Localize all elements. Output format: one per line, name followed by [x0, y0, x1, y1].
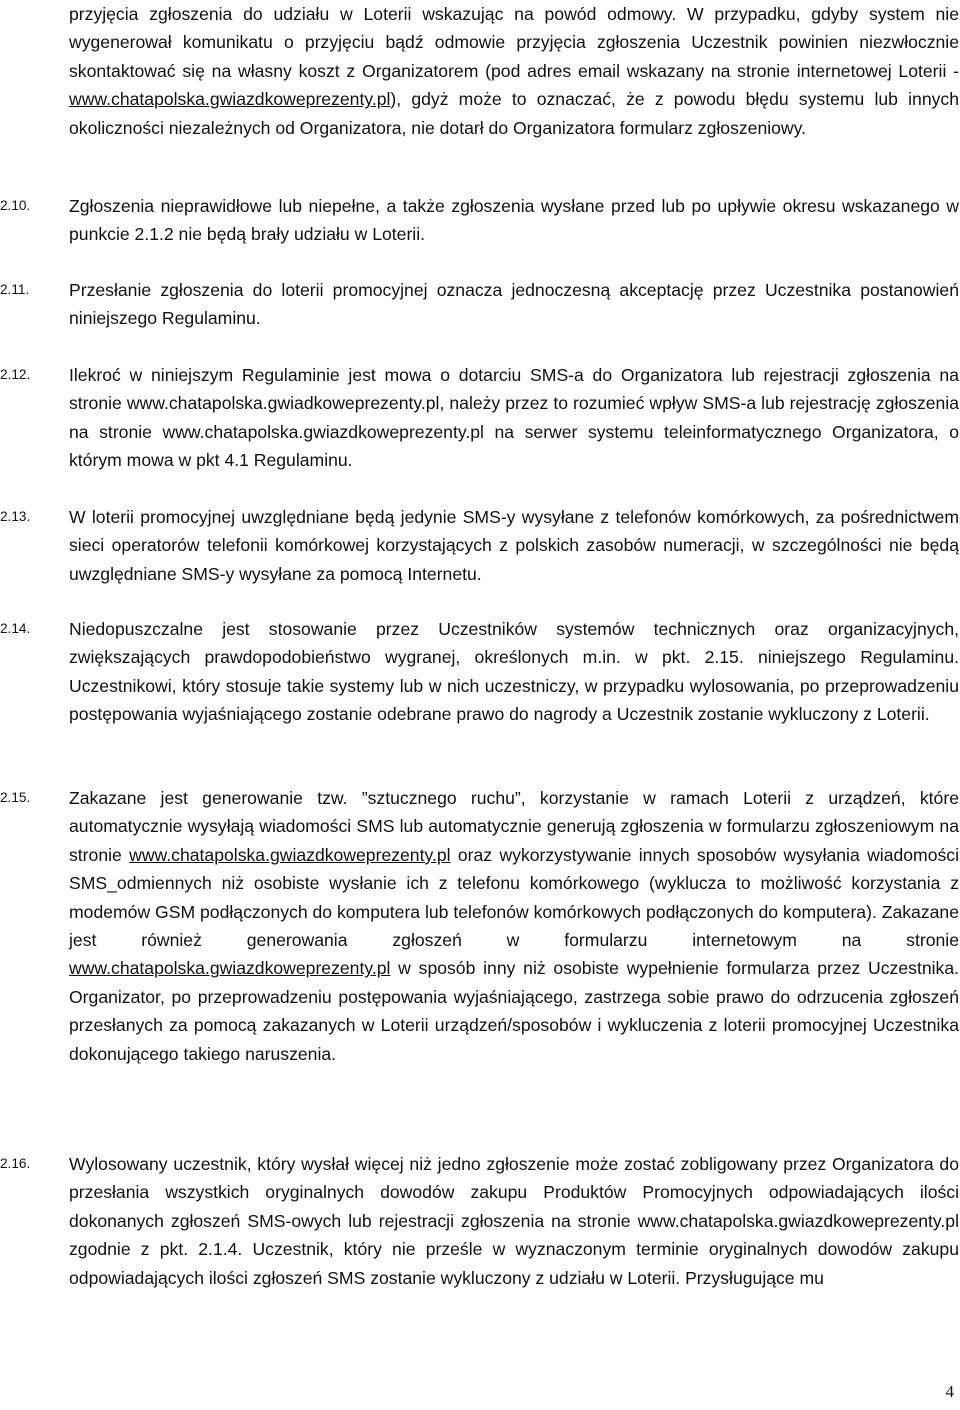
clause-text-part-1: Zakazane jest generowanie tzw. ”sztucznego ruchu”, korzystanie w ramach Loterii z urządzeń, które automatycznie wysyłają wiadomości SMS lub automatycznie generują zgłoszenia w formularzu zgłoszeniowym na stronie	[69, 788, 959, 865]
clause-2-10	[0, 192, 960, 249]
clause-number: 2.14.	[0, 621, 31, 636]
clause-number: 2.12.	[0, 367, 31, 382]
clause-text: Niedopuszczalne jest stosowanie przez Uczestników systemów technicznych oraz organizacyjnych, zwiększających prawdopodobieństwo wygranej, określonych m.in. w pkt. 2.15. niniejszego Regulaminu. Uczestnikowi, który stosuje takie systemy lub w nich uczestniczy, w przypadku wylosowania, po przeprowadzeniu postępowania wyjaśniającego zostanie odebrane prawo do nagrody a Uczestnik zostanie wykluczony z Loterii.	[69, 619, 959, 725]
clause-text: Wylosowany uczestnik, który wysłał więcej niż jedno zgłoszenie może zostać zobligowany przez Organizatora do przesłania wszystkich oryginalnych dowodów zakupu Produktów Promocyjnych odpowiadających ilości dokonanych zgłoszeń SMS-owych lub rejestracji zgłoszenia na stronie www.chatapolska.gwiazdkoweprezenty.pl zgodnie z pkt. 2.1.4. Uczestnik, który nie prześle w wyznaczonym terminie oryginalnych dowodów zakupu odpowiadających ilości zgłoszeń SMS zostanie wykluczony z udziału w Loterii. Przysługujące mu	[69, 1154, 959, 1288]
clause-link-1[interactable]: www.chatapolska.gwiazdkoweprezenty.pl	[129, 844, 451, 865]
page-number: 4	[945, 1382, 954, 1401]
clause-number: 2.10.	[0, 198, 31, 213]
clause-2-11	[0, 276, 960, 333]
clause-link-2[interactable]: www.chatapolska.gwiazdkoweprezenty.pl	[69, 958, 391, 979]
intro-text-1: przyjęcia zgłoszenia do udziału w Loterii wskazując na powód odmowy. W przypadku, gdyby system nie wygenerował komunikatu o przyjęciu bądź odmowie przyjęcia zgłoszenia Uczestnik powinien niezwłocznie skontaktować się na własny koszt z Organizatorem (pod adres email wskazany na stronie internetowej Loterii -	[69, 4, 959, 81]
clause-2-14	[0, 615, 960, 729]
clause-text-part-3: w sposób inny niż osobiste wypełnienie formularza przez Uczestnika. Organizator, po przeprowadzeniu postępowania wyjaśniającego, zastrzega sobie prawo do odrzucenia zgłoszeń przesłanych za pomocą zakazanych w Loterii urządzeń/sposobów i wykluczenia z loterii promocyjnej Uczestnika dokonującego takiego naruszenia.	[69, 958, 959, 1064]
clause-text	[69, 784, 959, 1068]
intro-link[interactable]: www.chatapolska.gwiazdkoweprezenty.pl	[69, 89, 391, 110]
clause-text: W loterii promocyjnej uwzględniane będą jedynie SMS-y wysyłane z telefonów komórkowych, za pośrednictwem sieci operatorów telefonii komórkowej korzystających z polskich zasobów numeracji, w szczególności nie będą uwzględniane SMS-y wysyłane za pomocą Internetu.	[69, 507, 959, 584]
clause-number: 2.15.	[0, 790, 31, 805]
clause-number: 2.13.	[0, 509, 31, 524]
clause-text: Ilekroć w niniejszym Regulaminie jest mowa o dotarciu SMS-a do Organizatora lub rejestracji zgłoszenia na stronie www.chatapolska.gwiadkoweprezenty.pl, należy przez to rozumieć wpływ SMS-a lub rejestrację zgłoszenia na stronie www.chatapolska.gwiazdkoweprezenty.pl na serwer systemu teleinformatycznego Organizatora, o którym mowa w pkt 4.1 Regulaminu.	[69, 365, 959, 471]
clause-number: 2.11.	[0, 282, 30, 297]
clause-2-12	[0, 361, 960, 475]
clause-2-15	[0, 784, 960, 1068]
clause-2-13	[0, 503, 960, 588]
clause-2-16	[0, 1150, 960, 1292]
clause-text: Przesłanie zgłoszenia do loterii promocyjnej oznacza jednoczesną akceptację przez Uczestnika postanowień niniejszego Regulaminu.	[69, 280, 959, 329]
clause-text: Zgłoszenia nieprawidłowe lub niepełne, a także zgłoszenia wysłane przed lub po upływie okresu wskazanego w punkcie 2.1.2 nie będą brały udziału w Loterii.	[69, 196, 959, 245]
intro-text-2: ), gdyż może to oznaczać, że z powodu błędu systemu lub innych okoliczności niezależnych od Organizatora, nie dotarł do Organizatora formularz zgłoszeniowy.	[69, 89, 959, 138]
clause-text-part-2: oraz wykorzystywanie innych sposobów wysyłania wiadomości SMS_odmiennych niż osobiste wysłanie ich z telefonu komórkowego (wyklucza to możliwość korzystania z modemów GSM podłączonych do komputera lub telefonów komórkowych podłączonych do komputera). Zakazane jest również generowania zgłoszeń w formularzu internetowym na stronie	[69, 844, 959, 951]
intro-paragraph	[69, 0, 959, 142]
clause-number: 2.16.	[0, 1156, 31, 1171]
